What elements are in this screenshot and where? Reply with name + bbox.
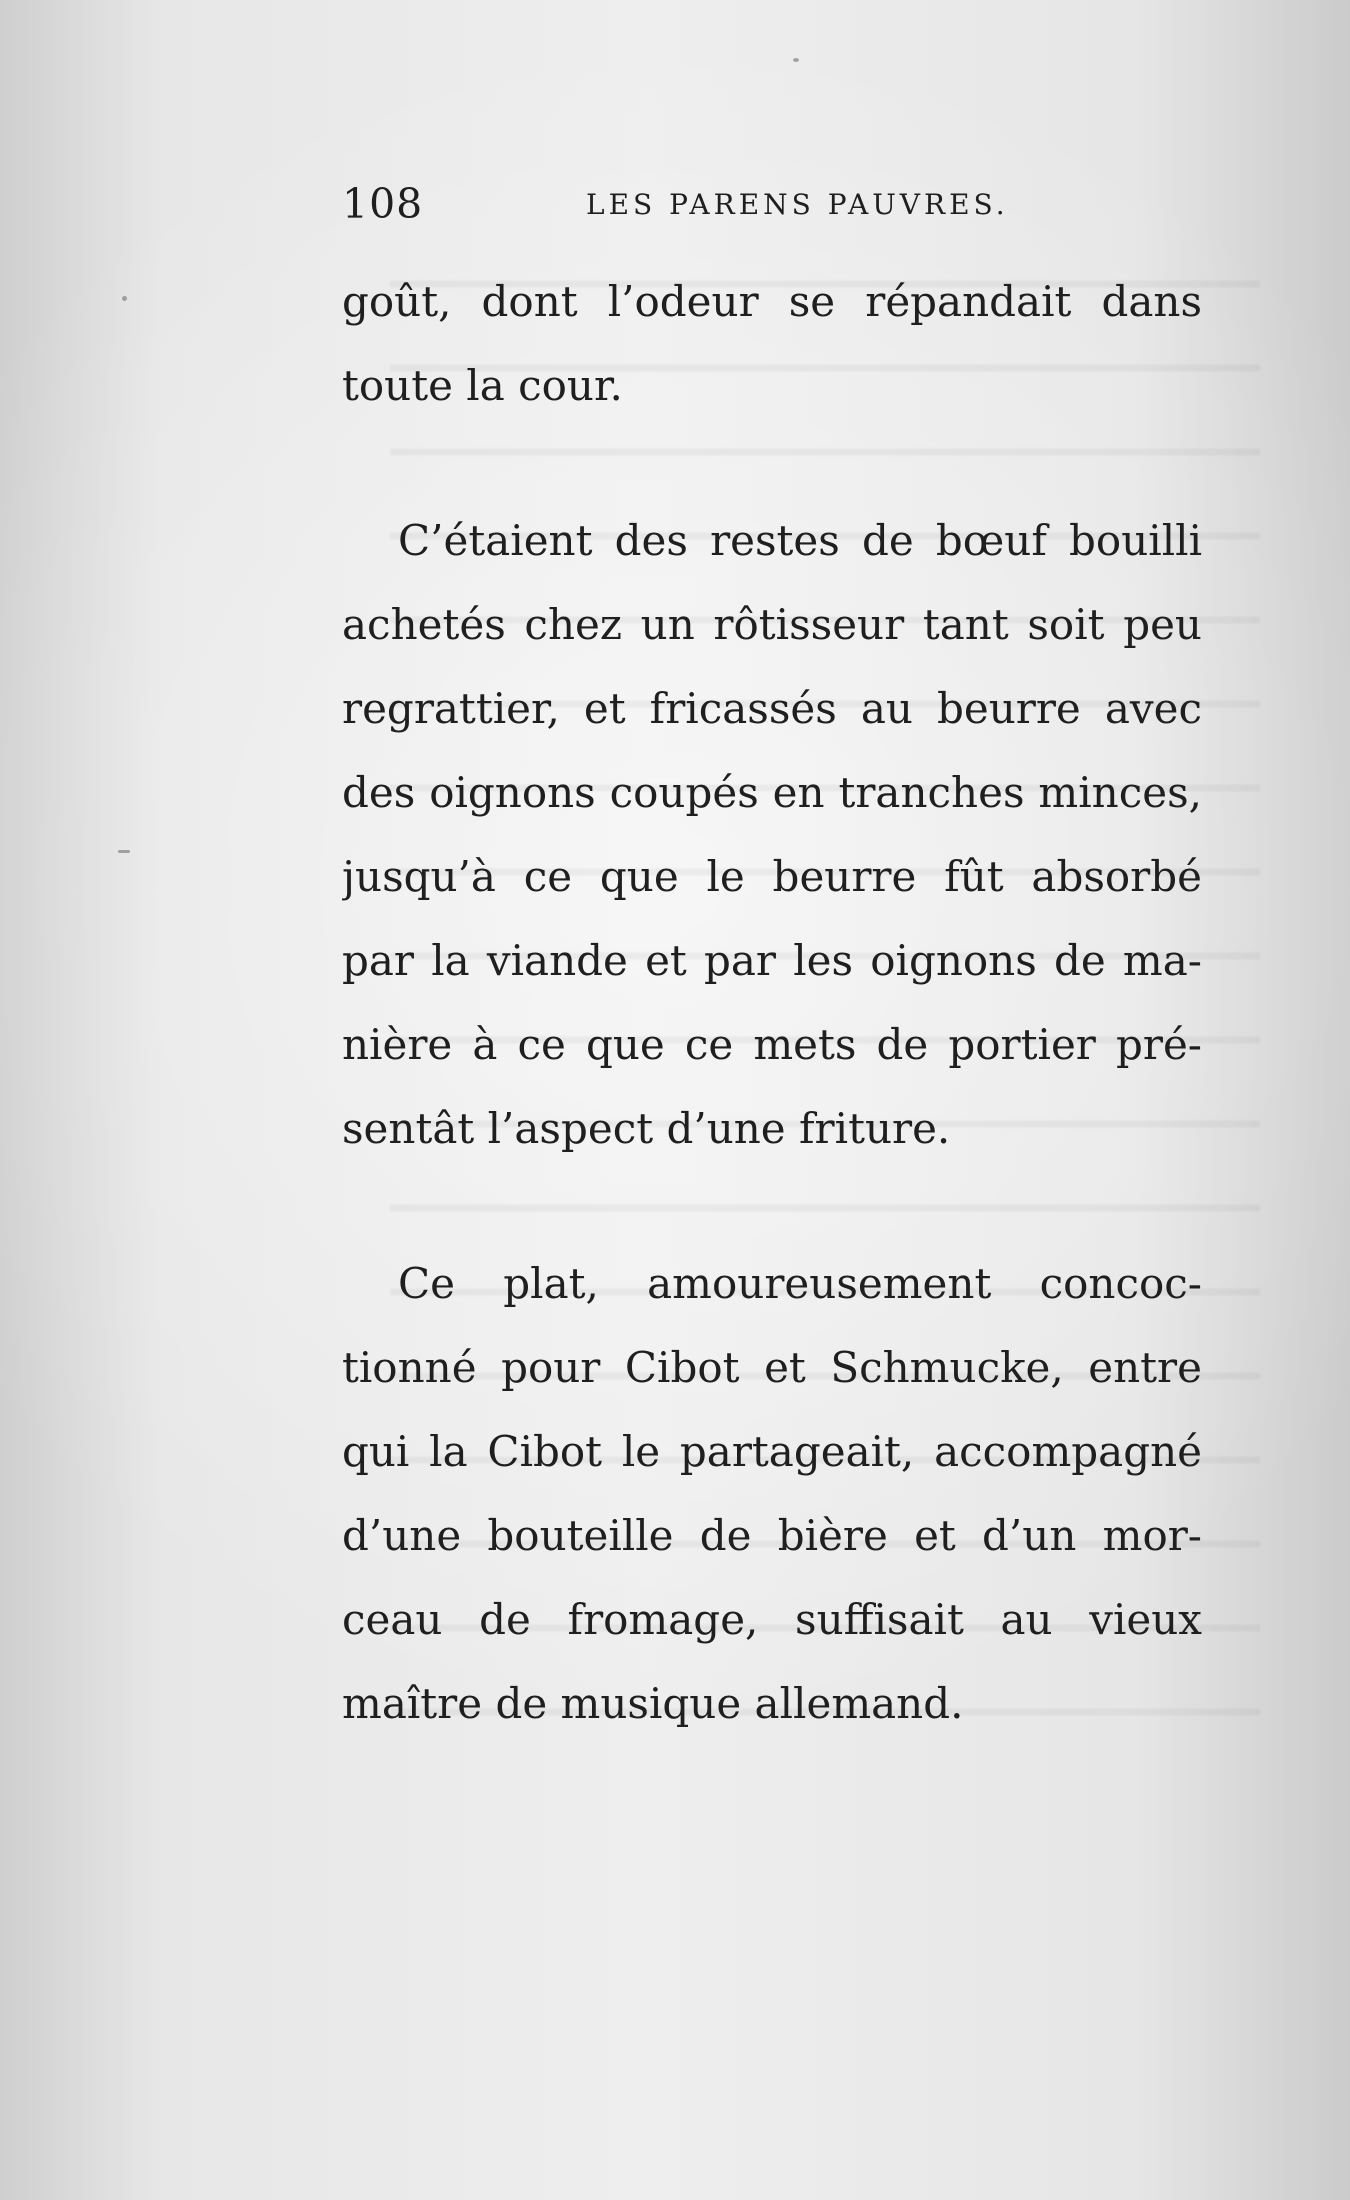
text-line: toute la cour. <box>342 361 623 410</box>
paper-speck <box>122 296 127 301</box>
body-text <box>342 260 1202 1810</box>
text-line: Ce plat, amoureusement concoc- <box>398 1259 1202 1308</box>
text-line: nière à ce que ce mets de portier pré- <box>342 1020 1202 1069</box>
paragraph <box>342 1242 1202 1746</box>
text-line: par la viande et par les oignons de ma- <box>342 936 1202 985</box>
paper-speck <box>793 58 799 62</box>
text-line: d’une bouteille de bière et d’un mor- <box>342 1511 1202 1560</box>
text-line: regrattier, et fricassés au beurre avec <box>342 684 1202 733</box>
running-title: LES PARENS PAUVRES. <box>586 188 1009 221</box>
page-number: 108 <box>342 180 424 228</box>
text-line: ceau de fromage, suffisait au vieux <box>342 1595 1202 1644</box>
paper-speck <box>118 850 130 853</box>
text-line: tionné pour Cibot et Schmucke, entre <box>342 1343 1202 1392</box>
text-line: maître de musique allemand. <box>342 1679 964 1728</box>
text-line: sentât l’aspect d’une friture. <box>342 1104 951 1153</box>
text-line: jusqu’à ce que le beurre fût absorbé <box>342 852 1202 901</box>
text-line: achetés chez un rôtisseur tant soit peu <box>342 600 1202 649</box>
text-line: qui la Cibot le partageait, accompagné <box>342 1427 1202 1476</box>
paragraph <box>342 260 1202 428</box>
text-line: goût, dont l’odeur se répandait dans <box>342 277 1202 326</box>
text-line: C’étaient des restes de bœuf bouilli <box>398 516 1202 565</box>
page-header <box>342 180 1202 240</box>
text-line: des oignons coupés en tranches minces, <box>342 768 1202 817</box>
paragraph <box>342 499 1202 1171</box>
